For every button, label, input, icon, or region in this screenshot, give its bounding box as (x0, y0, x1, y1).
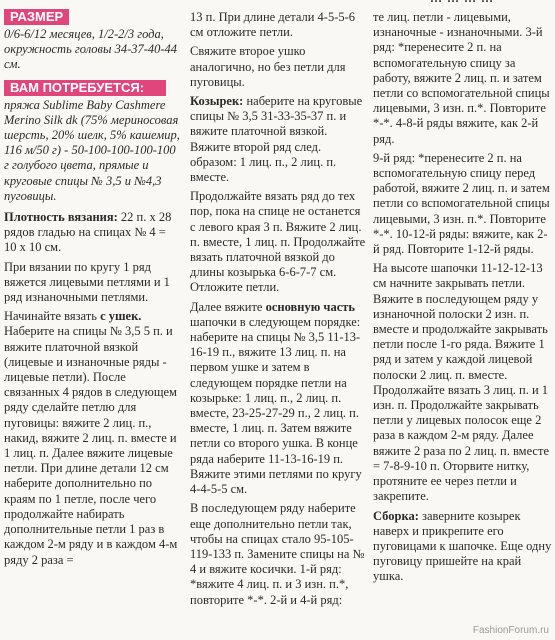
visor-text: наберите на круговые спицы № 3,5 31-33-35-37 п. и вяжите платочной вязкой. Вяжите второй ряд след. образом: 1 лиц. п., 2 лиц. п. вместе. (190, 94, 363, 185)
materials-badge: ВАМ ПОТРЕБУЕТСЯ: (4, 80, 166, 96)
cables-continued: те лиц. петли - лицевыми, изнаночные - изнаночными. 3-й ряд: *перенесите 2 п. на вспомогательную спицу за работу, вяжите 2 лиц. п. и затем петли со вспомогательной спицы лицевыми, 3 изн. п.*. Повторите *-*. 4-8-й ряды вяжите, как 2-й ряд. (373, 10, 550, 146)
decrease-paragraph: На высоте шапочки 11-12-12-13 см начните закрывать петли. Вяжите в последующем ряду у изнаночной полоски 2 изн. п. вместе и продолжайте закрывать петли после 1-го ряда. Вяжите 1 ряд и затем у каждой лицевой полоски 2 лиц. п. вместе. Продолжайте вязать 3 лиц. п. и 1 изн. п. Продолжайте закрывать петли у лицевых полосок еще 2 раза в каждом 2-м ряду. Далее вяжите 2 раза по 2 лиц. п. вместе = 7-8-9-10 п. Оторвите нитку, протяните ее через петли и закрепите. (373, 261, 549, 504)
size-badge: РАЗМЕР (4, 9, 69, 25)
ears-intro: Начинайте вязать (4, 309, 101, 324)
visor-title: Козырек: (190, 94, 244, 109)
assembly-paragraph (373, 509, 553, 585)
ears-paragraph (4, 309, 180, 567)
visor-paragraph (190, 94, 368, 185)
main-part-intro: Далее вяжите (190, 299, 266, 314)
column-3 (373, 10, 553, 640)
ears-continued: 13 п. При длине детали 4-5-5-6 см отложите петли. (190, 10, 356, 40)
column-1 (4, 8, 180, 640)
cables-paragraph: В последующем ряду наберите еще дополнительно петли так, чтобы на спицах стало 95-105-119-133 п. Замените спицы на № 4 и вяжите косички. 1-й ряд: *вяжите 4 лиц. п. и 3 изн. п.*, повторите *-*. 2-й и 4-й ряд: (190, 501, 365, 607)
watermark: FashionForum.ru (472, 625, 549, 636)
density-title: Плотность вязания: (4, 210, 118, 225)
round-knitting-note: При вязании по кругу 1 ряд вяжется лицевыми петлями и 1 ряд изнаночными петлями. (4, 259, 170, 305)
cables-rows-9-12: 9-й ряд: *перенесите 2 п. на вспомогательную спицу перед работой, вяжите 2 лиц. п. и затем петли со вспомогательной спицы лицевыми, 3 изн. п.*. Повторите *-*. 10-12-й ряды: вяжите, как 2-й ряд. Повторите 1-12-й ряды. (373, 150, 550, 257)
density-text: 22 п. х 28 рядов гладью на спицах № 4 = 10 х 10 см. (4, 210, 172, 255)
header-fragment (430, 0, 494, 6)
materials-text: пряжа Sublime Baby Cashmere Merino Silk dk (75% мериносовая шерсть, 20% шелк, 5% кашемир, 116 м/50 г) - 50-100-100-100-100 г голубого цвета, прямые и круговые спицы № 3,5 и №4,3 пуговицы. (4, 97, 180, 203)
main-part-text: шапочки в следующем порядке: наберите на спицы № 3,5 11-13-16-19 п., вяжите 13 лиц. п. на первом ушке и затем в следующем порядке петли на козырьке: 1 лиц. п., 2 лиц. п. вместе, 23-25-27-29 п., 2 лиц. п. вместе, 1 лиц. п. Затем вяжите петли со второго ушка. В конце ряда наберите 11-13-16-19 п. Вяжите этими петлями по кругу 4-4-5-5 см. (190, 314, 362, 497)
column-2 (190, 10, 368, 640)
visor-continued: Продолжайте вязать ряд до тех пор, пока на спице не останется с левого края 3 п. Вяжите 2 лиц. п. вместе, 1 лиц. п. Продолжайте вязать платочной вязкой до длины козырька 6-6-7-7 см. Отложите петли. (190, 189, 366, 295)
ears-text: Наберите на спицы № 3,5 5 п. и вяжите платочной вязкой (лицевые и изнаночные ряды - лицевые петли). После связанных 4 рядов в следующем ряду сделайте петлю для пуговицы: вяжите 2 лиц. п., накид, вяжите 2 лиц. п. вместе и 1 лиц. п. Далее вяжите лицевые петли. При длине детали 12 см наберите дополнительно по краям по 1 петле, после чего продолжайте набирать дополнительные петли 1 раз в каждом 2-м ряду и в каждом 4-м ряду 2 раза = (4, 324, 178, 567)
ears-title: с ушек. (100, 309, 142, 324)
size-text: 0/6-6/12 месяцев, 1/2-2/3 года, окружность головы 34-37-40-44 см. (4, 27, 178, 72)
main-part-paragraph (190, 300, 368, 498)
assembly-title: Сборка: (373, 508, 419, 523)
main-part-title: основную часть (265, 299, 356, 314)
density-paragraph (4, 210, 180, 256)
assembly-text: заверните козырек наверх и прикрепите его пуговицами к шапочке. Еще одну пуговицу пришейте на край ушка. (373, 508, 552, 584)
second-ear: Свяжите второе ушко аналогично, но без петли для пуговицы. (190, 44, 346, 89)
